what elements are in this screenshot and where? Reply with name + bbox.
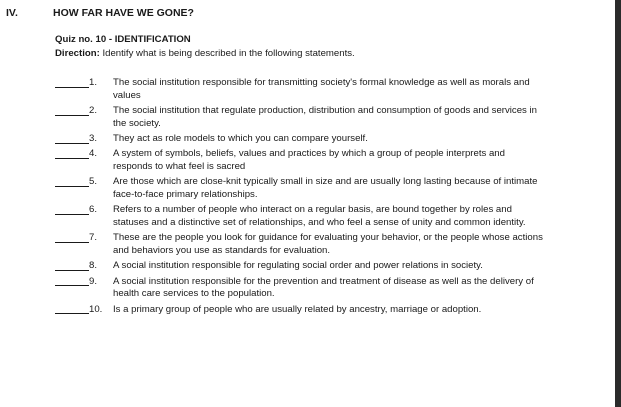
answer-blank[interactable] — [55, 105, 89, 116]
question-number: 4. — [89, 148, 98, 160]
question-item — [55, 232, 545, 257]
question-item — [55, 77, 545, 102]
question-number: 5. — [89, 176, 98, 188]
question-number: 1. — [89, 77, 98, 88]
answer-blank[interactable] — [55, 260, 89, 271]
question-item — [55, 176, 545, 201]
question-item — [55, 148, 545, 173]
answer-blank[interactable] — [55, 133, 89, 144]
answer-blank[interactable] — [55, 276, 89, 287]
question-text: A social institution responsible for regulating social order and power relations in society. — [113, 260, 483, 272]
question-text: Is a primary group of people who are usually related by ancestry, marriage or adoption. — [113, 303, 482, 315]
answer-blank[interactable] — [55, 204, 89, 215]
question-number: 3. — [89, 133, 98, 144]
answer-blank[interactable] — [55, 176, 89, 187]
question-item — [55, 105, 545, 130]
question-text: The social institution responsible for transmitting society's formal knowledge as well as morals and values — [113, 77, 530, 101]
question-text: A social institution responsible for the prevention and treatment of disease as well as the delivery of health care services to the population. — [113, 275, 534, 300]
question-text: These are the people you look for guidance for evaluating your behavior, or the people whose actions and behaviors you use as standards for evaluation. — [113, 232, 543, 256]
section-header — [6, 7, 194, 19]
answer-blank[interactable] — [55, 148, 89, 159]
question-number: 10. — [89, 303, 103, 315]
question-number: 9. — [89, 275, 98, 287]
question-number: 8. — [89, 260, 98, 272]
question-item — [55, 276, 545, 301]
answer-blank[interactable] — [55, 304, 89, 315]
question-number: 2. — [89, 105, 98, 116]
question-text: The social institution that regulate production, distribution and consumption of goods and services in the society. — [113, 105, 537, 129]
question-item — [55, 204, 545, 229]
question-text: They act as role models to which you can compare yourself. — [113, 133, 368, 144]
question-text: Refers to a number of people who interact on a regular basis, are bound together by roles and statuses and a distinctive set of relationships, and who feel a sense of unity and common identity. — [113, 204, 526, 228]
question-number: 7. — [89, 232, 98, 244]
answer-blank[interactable] — [55, 77, 89, 88]
question-text: Are those which are close-knit typically small in size and are usually long lasting because of intimate face-to-face primary relationships. — [113, 176, 538, 200]
section-number: IV. — [6, 7, 18, 19]
section-title: HOW FAR HAVE WE GONE? — [53, 7, 194, 19]
direction-label: Direction: — [55, 48, 100, 59]
quiz-title: Quiz no. 10 - IDENTIFICATION — [55, 34, 191, 45]
quiz-direction — [55, 48, 355, 59]
question-list — [55, 77, 545, 319]
direction-text: Identify what is being described in the following statements. — [102, 48, 355, 59]
question-item — [55, 304, 545, 317]
answer-blank[interactable] — [55, 232, 89, 243]
question-item — [55, 133, 545, 146]
question-text: A system of symbols, beliefs, values and practices by which a group of people interprets and responds to what feel is sacred — [113, 148, 505, 172]
question-item — [55, 260, 545, 273]
page-edge-bar — [615, 0, 621, 407]
question-number: 6. — [89, 204, 98, 216]
